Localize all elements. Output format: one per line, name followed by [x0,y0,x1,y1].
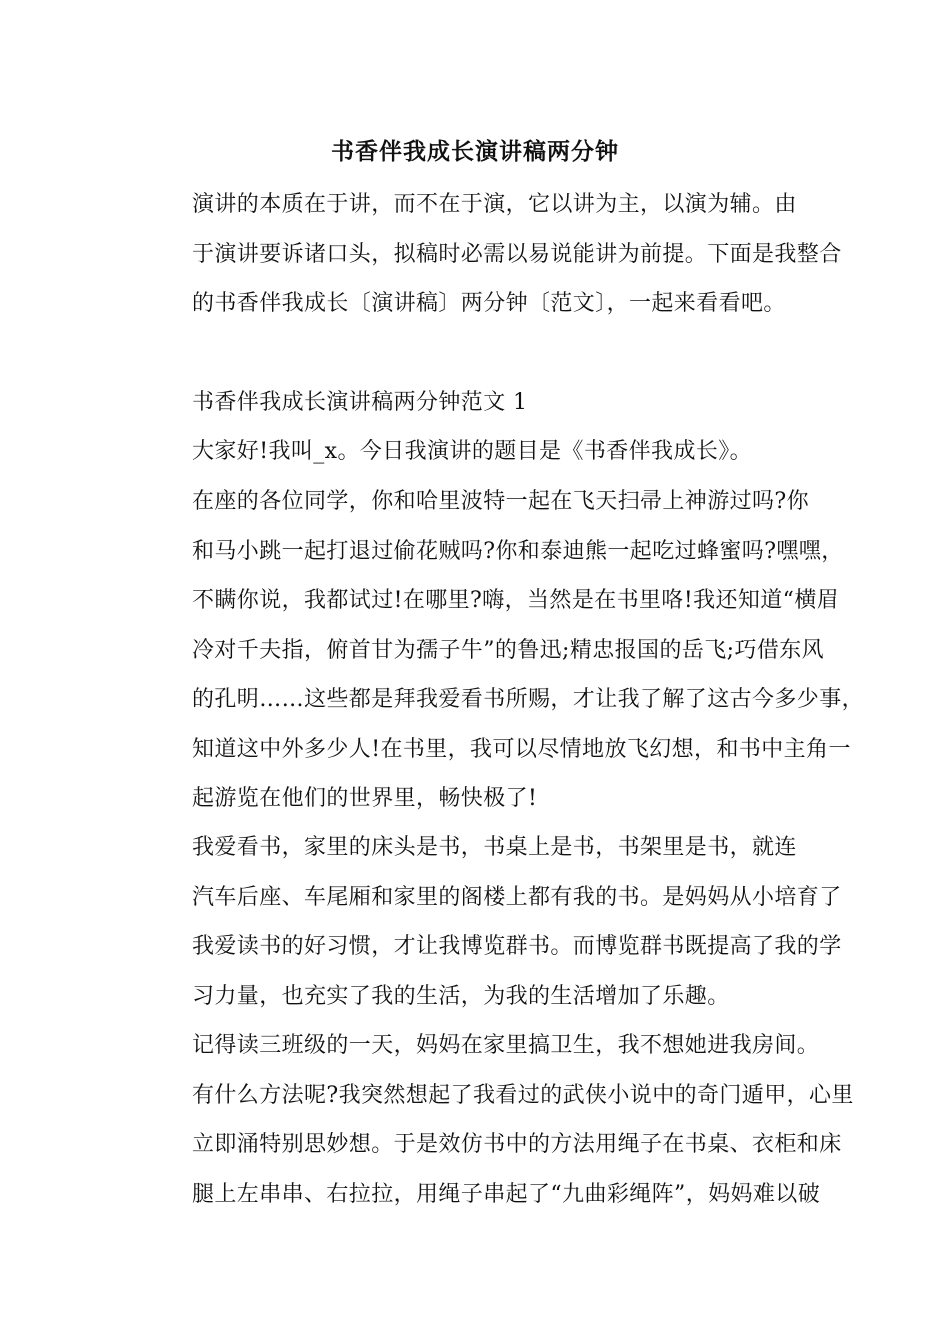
text-line: 不瞒你说，我都试过!在哪里?嗨，当然是在书里咯!我还知道“横眉 [192,588,840,613]
document-title: 书香伴我成长演讲稿两分钟 [331,138,619,165]
text-line: 有什么方法呢?我突然想起了我看过的武侠小说中的奇门遁甲，心里 [192,1082,854,1108]
body-paragraph [146,1021,854,1219]
text-line: 习力量，也充实了我的生活，为我的生活增加了乐趣。 [192,983,730,1009]
text-line: 的孔明……这些都是拜我爱看书所赐，才让我了解了这古今多少事， [192,687,865,712]
text-line: 知道这中外多少人!在书里，我可以尽情地放飞幻想，和书中主角一 [192,736,851,762]
body-paragraph [146,477,865,824]
text-line: 演讲的本质在于讲，而不在于演，它以讲为主，以演为辅。由 [192,192,797,217]
text-line: 腿上左串串、右拉拉，用绳子串起了“九曲彩绳阵”，妈妈难以破 [192,1181,821,1207]
text-line: 和马小跳一起打退过偷花贼吗?你和泰迪熊一起吃过蜂蜜吗?嘿嘿， [192,538,844,564]
intro-paragraph [146,180,842,329]
text-line: 我爱看书，家里的床头是书，书桌上是书，书架里是书，就连 [192,835,797,860]
text-line: 在座的各位同学，你和哈里波特一起在飞天扫帚上神游过吗?你 [192,489,809,514]
section-title: 书香伴我成长演讲稿两分钟范文 1 [192,390,528,415]
text-line: 于演讲要诉诸口头，拟稿时必需以易说能讲为前提。下面是我整合 [192,241,842,267]
text-line: 汽车后座、车尾厢和家里的阁楼上都有我的书。是妈妈从小培育了 [192,884,842,910]
text-line: 起游览在他们的世界里，畅快极了! [192,786,538,811]
text-line: 我爱读书的好习惯，才让我博览群书。而博览群书既提高了我的学 [192,934,842,959]
body-paragraph [146,823,842,1021]
text-line: 的书香伴我成长〔演讲稿〕两分钟〔范文〕，一起来看看吧。 [192,291,786,316]
text-line: 记得读三班级的一天，妈妈在家里搞卫生，我不想她进我房间。 [192,1033,820,1058]
text-line: 立即涌特别思妙想。于是效仿书中的方法用绳子在书桌、衣柜和床 [192,1132,842,1157]
greeting-paragraph: 大家好!我叫_x。今日我演讲的题目是《书香伴我成长》。 [192,439,753,464]
text-line: 冷对千夫指，俯首甘为孺子牛”的鲁迅;精忠报国的岳飞;巧借东风 [192,637,825,663]
